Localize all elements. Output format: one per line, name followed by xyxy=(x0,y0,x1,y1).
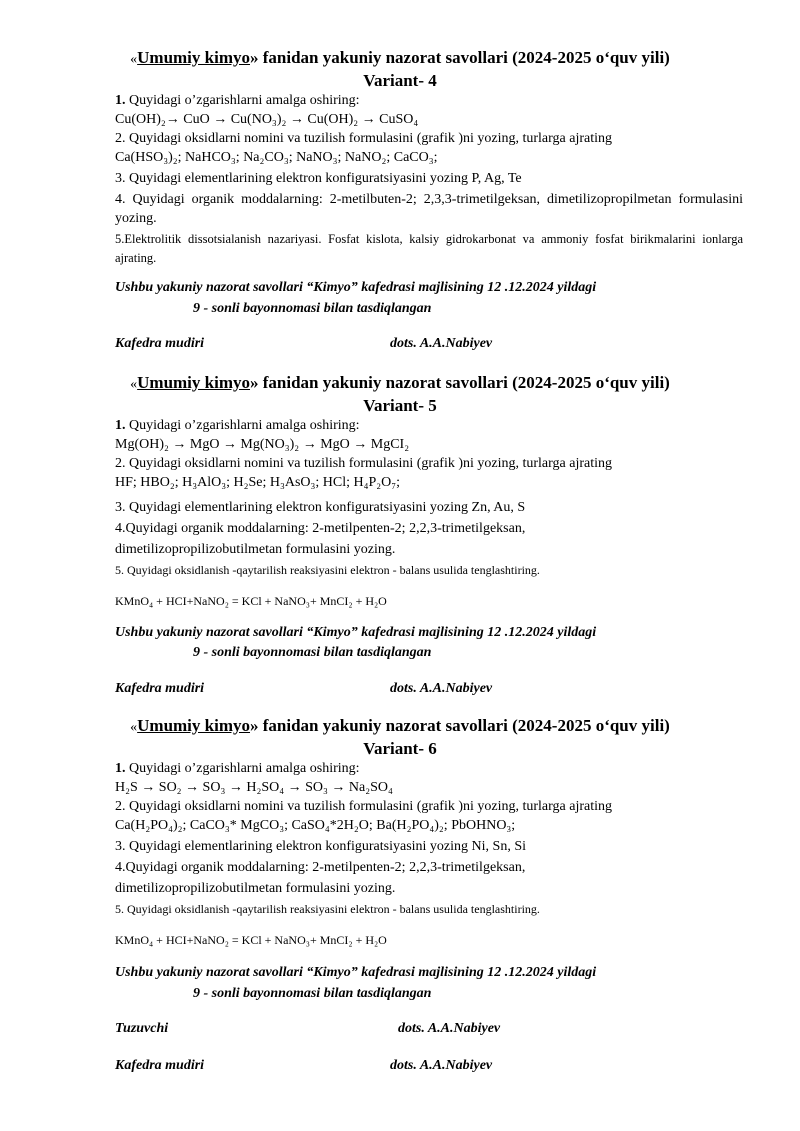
variant-4-label: Variant- 4 xyxy=(363,71,437,90)
v6-question-3: 3. Quyidagi elementlarining elektron konfiguratsiyasini yozing Ni, Sn, Si xyxy=(115,839,526,854)
v6-question-2: 2. Quyidagi oksidlarni nomini va tuzilish formulasini (grafik )ni yozing, turlarga ajrating xyxy=(115,799,613,814)
question-text: Quyidagi o’zgarishlarni amalga oshiring: xyxy=(129,761,360,776)
v5-approval-line-2: 9 - sonli bayonnomasi bilan tasdiqlangan xyxy=(193,645,432,660)
v4-head-name: dots. A.A.Nabiyev xyxy=(390,336,493,351)
v6-question-4-cont: dimetilizopropilizobutilmetan formulasini yozing. xyxy=(115,881,396,896)
title-rest: » fanidan yakuniy nazorat savollari (2024-2025 o‘quv yili) xyxy=(250,373,670,392)
v6-question-1 xyxy=(115,759,743,778)
question-text: Quyidagi o’zgarishlarni amalga oshiring: xyxy=(129,93,360,108)
title-subject: Umumiy kimyo xyxy=(137,373,250,392)
v6-head-name: dots. A.A.Nabiyev xyxy=(390,1058,493,1073)
v4-question-1 xyxy=(115,91,743,110)
v4-head-role: Kafedra mudiri xyxy=(115,336,205,351)
variant-6-label: Variant- 6 xyxy=(363,739,437,758)
v6-question-2-list: Ca(H₂PO₄)₂; CaCO₃* MgCO₃; CaSO₄*2H₂O; Ba(H₂PO₄)₂; PbOHNO₃; xyxy=(115,818,516,833)
v6-approval-line-1: Ushbu yakuniy nazorat savollari “Kimyo” kafedrasi majlisining 12 .12.2024 yildagi xyxy=(115,965,597,980)
v5-question-5-equation: KMnO₄ + HCI+NaNO₂ = KCl + NaNO₃+ MnCI₂ + H₂O xyxy=(115,594,387,608)
v4-question-2: 2. Quyidagi oksidlarni nomini va tuzilish formulasini (grafik )ni yozing, turlarga ajrating xyxy=(115,131,613,146)
title-quote: « xyxy=(130,377,138,392)
v5-question-5: 5. Quyidagi oksidlanish -qaytarilish reaksiyasini elektron - balans usulida tenglashtiring. xyxy=(115,563,540,577)
v5-question-2: 2. Quyidagi oksidlarni nomini va tuzilish formulasini (grafik )ni yozing, turlarga ajrating xyxy=(115,456,613,471)
v5-head-name: dots. A.A.Nabiyev xyxy=(390,681,493,696)
v4-question-5: 5.Elektrolitik dissotsialanish nazariyasi. Fosfat kislota, kalsiy gidrokarbonat va ammoniy fosfat birikmalarini ionlarga ajrating. xyxy=(115,232,743,265)
title-quote: « xyxy=(130,720,138,735)
v4-question-1-chain: Cu(OH)₂→ CuO → Cu(NO₃)₂ → Cu(OH)₂ → CuSO₄ xyxy=(115,112,419,127)
title-quote: « xyxy=(130,52,138,67)
v6-approval-line-2: 9 - sonli bayonnomasi bilan tasdiqlangan xyxy=(193,986,432,1001)
v4-approval-line-1: Ushbu yakuniy nazorat savollari “Kimyo” kafedrasi majlisining 12 .12.2024 yildagi xyxy=(115,280,597,295)
title-subject: Umumiy kimyo xyxy=(137,716,250,735)
v6-compiler-name: dots. A.A.Nabiyev xyxy=(398,1021,501,1036)
question-number: 1. xyxy=(115,93,126,108)
v6-head-role: Kafedra mudiri xyxy=(115,1058,205,1073)
variant-5-title xyxy=(0,373,800,395)
v5-question-4-cont: dimetilizopropilizobutilmetan formulasini yozing. xyxy=(115,542,396,557)
v6-question-5: 5. Quyidagi oksidlanish -qaytarilish reaksiyasini elektron - balans usulida tenglashtiring. xyxy=(115,902,540,916)
v5-question-3: 3. Quyidagi elementlarining elektron konfiguratsiyasini yozing Zn, Au, S xyxy=(115,500,526,515)
question-text: Quyidagi o’zgarishlarni amalga oshiring: xyxy=(129,418,360,433)
v5-question-1 xyxy=(115,416,743,435)
variant-4-section xyxy=(0,48,800,268)
v5-question-4: 4.Quyidagi organik moddalarning: 2-metilpenten-2; 2,2,3-trimetilgeksan, xyxy=(115,521,526,536)
v6-question-4: 4.Quyidagi organik moddalarning: 2-metilpenten-2; 2,2,3-trimetilgeksan, xyxy=(115,860,526,875)
question-number: 1. xyxy=(115,418,126,433)
v4-question-4: 4. Quyidagi organik moddalarning: 2-metilbuten-2; 2,3,3-trimetilgeksan, dimetilizopropilmetan formulasini yozing. xyxy=(115,192,743,226)
variant-4-title xyxy=(0,48,800,70)
v4-approval-line-2: 9 - sonli bayonnomasi bilan tasdiqlangan xyxy=(193,301,432,316)
variant-6-section xyxy=(0,716,800,950)
title-rest: » fanidan yakuniy nazorat savollari (2024-2025 o‘quv yili) xyxy=(250,716,670,735)
variant-5-label: Variant- 5 xyxy=(363,396,437,415)
v5-approval-line-1: Ushbu yakuniy nazorat savollari “Kimyo” kafedrasi majlisining 12 .12.2024 yildagi xyxy=(115,625,597,640)
v5-question-2-list: HF; HBO₂; H₃AlO₃; H₂Se; H₃AsO₃; HCl; H₄P₂O₇; xyxy=(115,475,401,490)
v5-question-1-chain: Mg(OH)₂ → MgO → Mg(NO₃)₂ → MgO → MgCI₂ xyxy=(115,437,410,452)
v6-compiler-role: Tuzuvchi xyxy=(115,1021,169,1036)
v4-question-3: 3. Quyidagi elementlarining elektron konfiguratsiyasini yozing P, Ag, Te xyxy=(115,171,522,186)
v4-question-2-list: Ca(HSO₃)₂; NaHCO₃; Na₂CO₃; NaNO₃; NaNO₂; CaCO₃; xyxy=(115,150,438,165)
v6-question-5-equation: KMnO₄ + HCI+NaNO₂ = KCl + NaNO₃+ MnCI₂ + H₂O xyxy=(115,933,387,947)
v6-question-1-chain: H₂S → SO₂ → SO₃ → H₂SO₄ → SO₃ → Na₂SO₄ xyxy=(115,780,393,795)
variant-6-title xyxy=(0,716,800,738)
v5-head-role: Kafedra mudiri xyxy=(115,681,205,696)
question-number: 1. xyxy=(115,761,126,776)
title-rest: » fanidan yakuniy nazorat savollari (2024-2025 o‘quv yili) xyxy=(250,48,670,67)
variant-5-section xyxy=(0,373,800,611)
title-subject: Umumiy kimyo xyxy=(137,48,250,67)
